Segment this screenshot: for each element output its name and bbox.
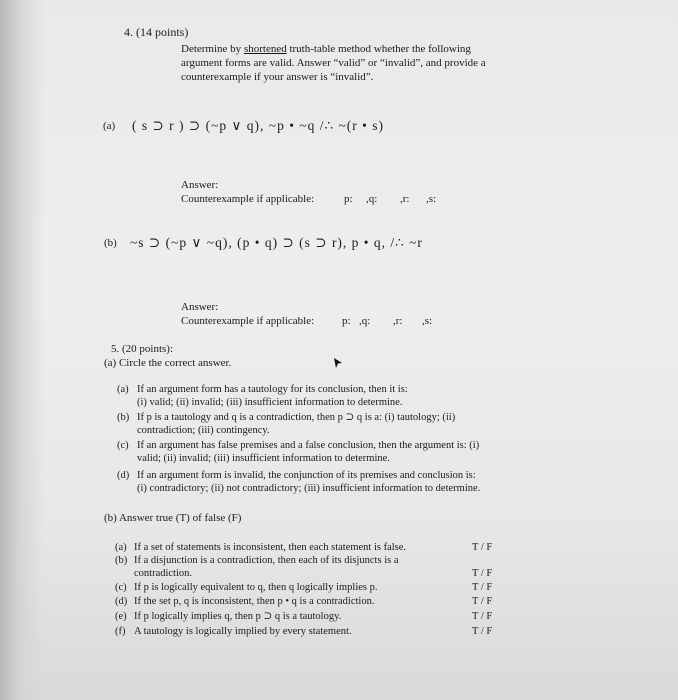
mc-c-label: (c): [117, 440, 129, 451]
mc-a-label: (a): [117, 384, 129, 395]
q4-header: 4. (14 points): [124, 25, 189, 39]
q4-instruction-line-1: Determine by shortened truth-table method whether the following: [181, 43, 471, 55]
tf-b-line-1: If a disjunction is a contradiction, then each of its disjuncts is a: [134, 555, 399, 566]
q5-header: 5. (20 points):: [111, 343, 174, 355]
tf-e-line-1: If p logically implies q, then p ⊃ q is a tautology.: [134, 611, 342, 622]
mc-b-line-1: If p is a tautology and q is a contradiction, then p ⊃ q is a: (i) tautology; (ii): [137, 412, 456, 423]
tf-f-answer: T / F: [472, 626, 493, 637]
tf-b-line-2: contradiction.: [134, 568, 193, 579]
tf-a-label: (a): [115, 542, 127, 553]
q4-instruction-line-2: argument forms are valid. Answer “valid” or “invalid”, and provide a: [181, 57, 486, 69]
q4b-var-p: p:: [342, 315, 351, 327]
tf-d-label: (d): [115, 596, 128, 607]
tf-f-line-1: A tautology is logically implied by every statement.: [134, 626, 352, 637]
q4a-counterexample-label: Counterexample if applicable:: [181, 193, 315, 205]
tf-c-label: (c): [115, 582, 127, 593]
mc-a-line-2: (i) valid; (ii) invalid; (iii) insufficient information to determine.: [137, 397, 403, 408]
tf-d-line-1: If the set p, q is inconsistent, then p • q is a contradiction.: [134, 596, 375, 607]
q4a-label: (a): [103, 120, 116, 132]
q4b-var-q: ,q:: [359, 315, 371, 327]
tf-a-line-1: If a set of statements is inconsistent, then each statement is false.: [134, 542, 407, 553]
q5-part-a-title: (a) Circle the correct answer.: [104, 357, 232, 369]
shortened-emphasis: shortened: [243, 43, 287, 55]
q4a-formula: ( s ⊃ r ) ⊃ (~p ∨ q), ~p • ~q /∴ ~(r • s): [132, 118, 384, 133]
tf-d-answer: T / F: [472, 596, 493, 607]
tf-f-label: (f): [115, 626, 126, 637]
tf-c-answer: T / F: [472, 582, 493, 593]
page-shadow-edge: [0, 0, 44, 700]
q4b-counterexample-label: Counterexample if applicable:: [181, 315, 315, 327]
tf-e-label: (e): [115, 611, 127, 622]
q4b-formula: ~s ⊃ (~p ∨ ~q), (p • q) ⊃ (s ⊃ r), p • q, /∴ ~r: [130, 235, 423, 250]
mc-d-line-2: (i) contradictory; (ii) not contradictory; (iii) insufficient information to determine.: [137, 483, 481, 494]
tf-c-line-1: If p is logically equivalent to q, then q logically implies p.: [134, 582, 378, 593]
q4b-answer-label: Answer:: [181, 301, 219, 313]
mc-b-label: (b): [117, 412, 130, 423]
q5-part-b-title: (b) Answer true (T) of false (F): [104, 512, 242, 524]
mc-b-line-2: contradiction; (iii) contingency.: [137, 425, 270, 436]
mc-c-line-2: valid; (ii) invalid; (iii) insufficient information to determine.: [137, 453, 390, 464]
tf-a-answer: T / F: [472, 542, 493, 553]
q4a-answer-label: Answer:: [181, 179, 219, 191]
q4a-var-p: p:: [344, 193, 353, 205]
mouse-cursor-icon: [333, 357, 343, 369]
q4a-var-s: ,s:: [426, 193, 437, 205]
q4a-var-r: ,r:: [400, 193, 410, 205]
tf-b-label: (b): [115, 555, 128, 566]
q4-instruction-line-3: counterexample if your answer is “invalid”.: [181, 71, 374, 83]
mc-d-line-1: If an argument form is invalid, the conjunction of its premises and conclusion is:: [137, 470, 476, 481]
mc-d-label: (d): [117, 470, 130, 481]
mc-a-line-1: If an argument form has a tautology for its conclusion, then it is:: [137, 384, 408, 395]
q4b-var-s: ,s:: [422, 315, 433, 327]
q4b-label: (b): [104, 237, 117, 249]
mc-c-line-1: If an argument has false premises and a false conclusion, then the argument is: (i): [137, 440, 480, 451]
q4a-var-q: ,q:: [366, 193, 378, 205]
q4b-var-r: ,r:: [393, 315, 403, 327]
tf-b-answer: T / F: [472, 568, 493, 579]
tf-e-answer: T / F: [472, 611, 493, 622]
